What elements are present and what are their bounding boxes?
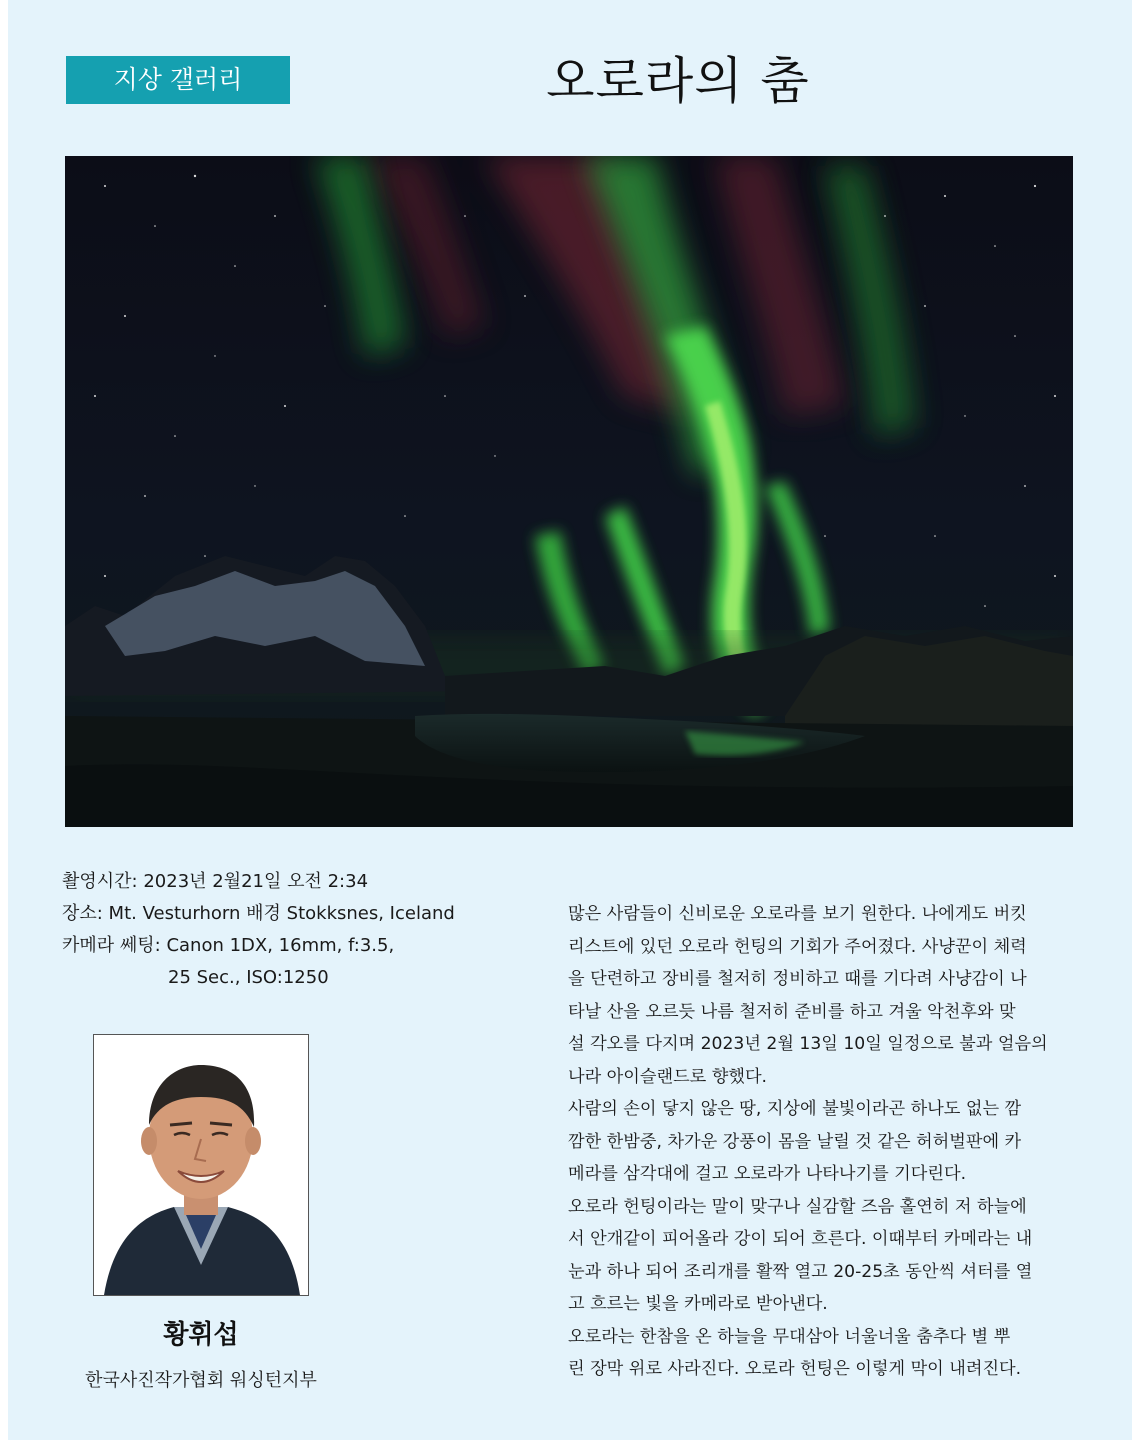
essay-line: 리스트에 있던 오로라 헌팅의 기회가 주어졌다. 사냥꾼이 체력 — [568, 936, 1027, 957]
essay-line: 서 안개같이 피어올라 강이 되어 흐른다. 이때부터 카메라는 내 — [568, 1229, 1033, 1249]
essay-line: 설 각오를 다지며 2023년 2월 13일 10일 일정으로 불과 얼음의 — [568, 1034, 1048, 1054]
essay-line: 고 흐르는 빛을 카메라로 받아낸다. — [568, 1294, 828, 1314]
shot-info — [62, 866, 532, 994]
essay-line: 눈과 하나 되어 조리개를 활짝 열고 20-25초 동안씩 셔터를 열 — [568, 1261, 1033, 1282]
author-name: 황휘섭 — [163, 1320, 239, 1350]
essay-line: 메라를 삼각대에 걸고 오로라가 나타나기를 기다린다. — [568, 1164, 967, 1184]
author-organization: 한국사진작가협회 워싱턴지부 — [85, 1370, 317, 1391]
page-title: 오로라의 춤 — [546, 52, 810, 110]
essay-line: 많은 사람들이 신비로운 오로라를 보기 원한다. 나에게도 버킷 — [568, 904, 1027, 924]
essay-line: 린 장막 위로 사라진다. 오로라 헌팅은 이렇게 막이 내려진다. — [568, 1359, 1022, 1379]
essay-line: 을 단련하고 장비를 철저히 정비하고 때를 기다려 사냥감이 나 — [568, 969, 1027, 989]
essay-text — [568, 898, 1068, 1386]
essay-line: 나라 아이슬랜드로 향했다. — [568, 1066, 768, 1087]
essay-line: 오로라 헌팅이라는 말이 맞구나 실감할 즈음 홀연히 저 하늘에 — [568, 1196, 1027, 1217]
aurora-photo — [65, 156, 1073, 827]
shot-time: 촬영시간: 2023년 2월21일 오전 2:34 — [62, 871, 369, 892]
magazine-page — [8, 0, 1132, 1440]
camera-settings-continued: 25 Sec., ISO:1250 — [168, 967, 329, 988]
section-tag: 지상 갤러리 — [66, 56, 290, 104]
essay-line: 오로라는 한참을 온 하늘을 무대삼아 너울너울 춤추다 별 뿌 — [568, 1326, 1011, 1347]
camera-settings: 카메라 쎄팅: Canon 1DX, 16mm, f:3.5, — [62, 935, 395, 956]
essay-line: 사람의 손이 닿지 않은 땅, 지상에 불빛이라곤 하나도 없는 깜 — [568, 1099, 1022, 1119]
essay-line: 깜한 한밤중, 차가운 강풍이 몸을 날릴 것 같은 허허벌판에 카 — [568, 1131, 1022, 1152]
shot-place: 장소: Mt. Vesturhorn 배경 Stokksnes, Iceland — [62, 903, 455, 924]
essay-line: 타날 산을 오르듯 나름 철저히 준비를 하고 겨울 악천후와 맞 — [568, 1001, 1016, 1022]
author-portrait — [93, 1034, 309, 1296]
